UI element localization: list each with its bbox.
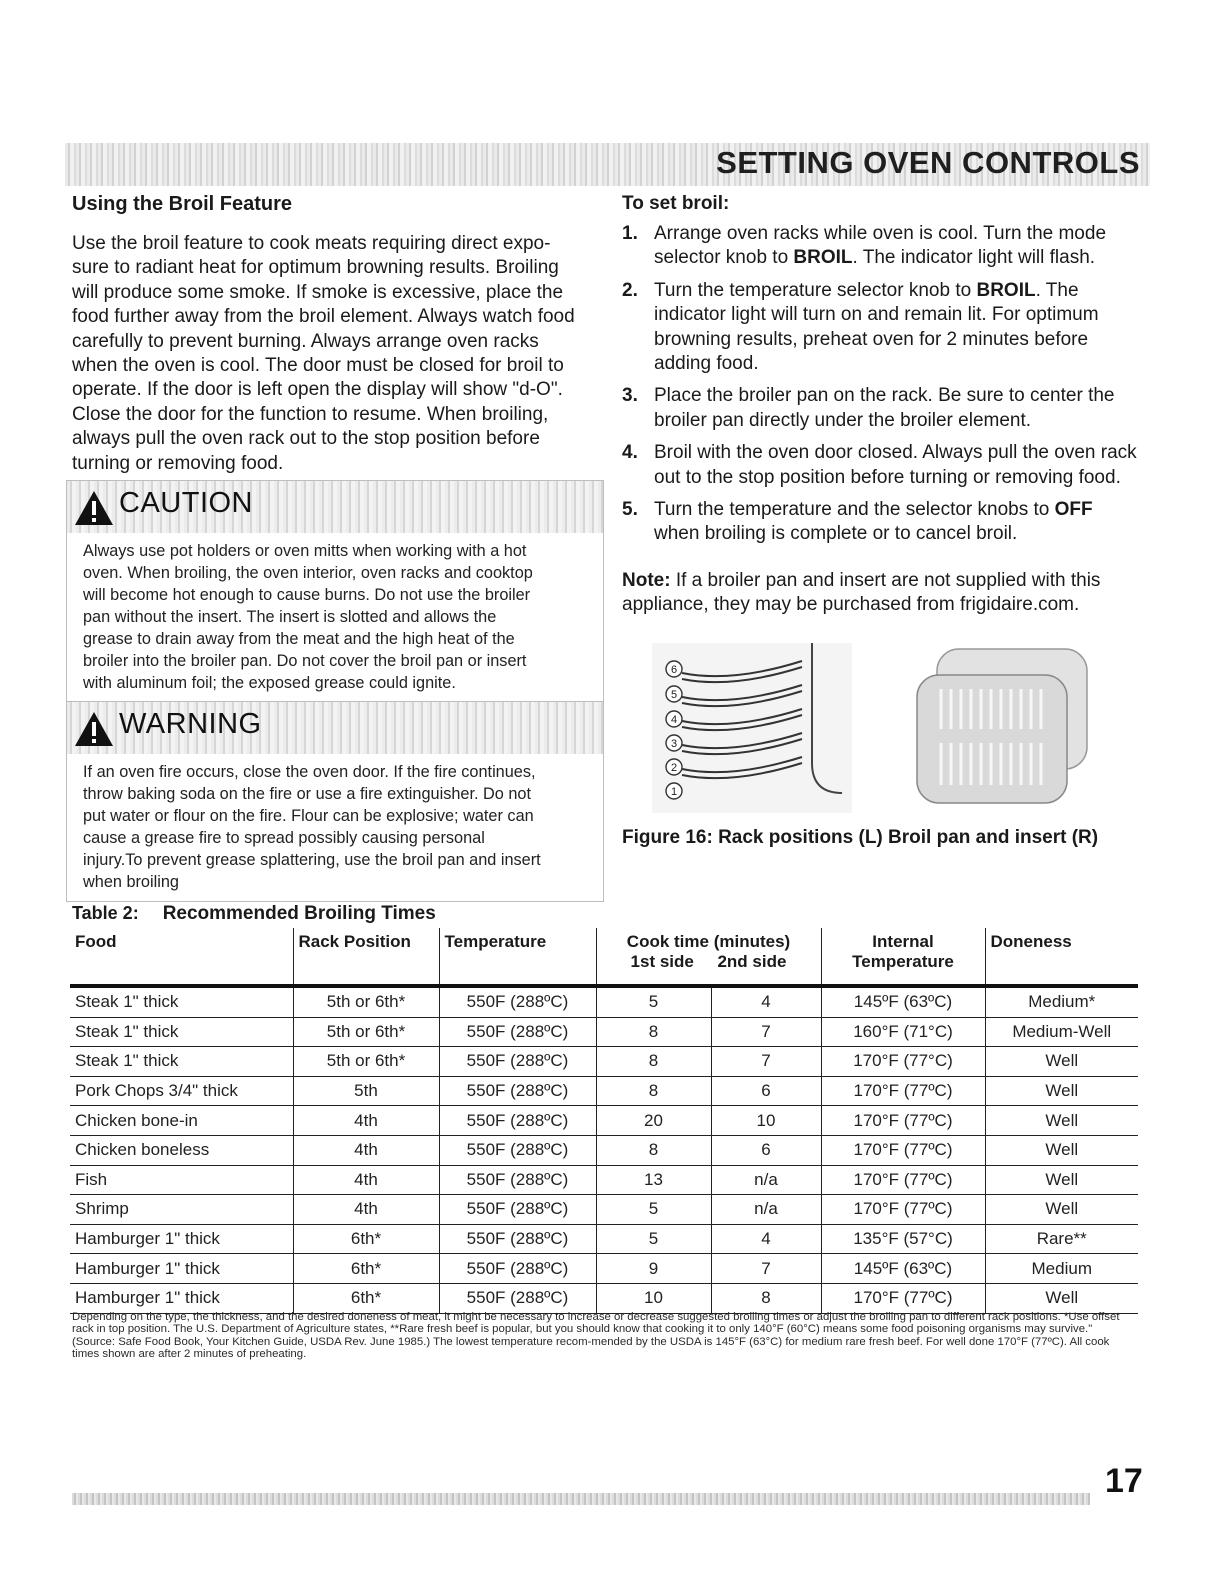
table-row: [70, 1047, 1138, 1077]
cell-internal: 170°F (77ºC): [821, 1165, 985, 1195]
internal-label-2: Temperature: [852, 952, 954, 971]
caution-line: with aluminum foil; the exposed grease could ignite.: [83, 674, 456, 692]
step-text: . The indicator light will flash.: [852, 247, 1096, 269]
cell-second-side: n/a: [711, 1195, 821, 1225]
cell-second-side: n/a: [711, 1165, 821, 1195]
paragraph-line: carefully to prevent burning. Always arrange oven racks: [72, 330, 539, 352]
step-text: Turn the temperature selector knob to: [654, 279, 977, 301]
cell-rack: 4th: [293, 1106, 439, 1136]
cell-temp: 550F (288ºC): [439, 1195, 596, 1225]
set-broil-steps: [622, 222, 1142, 555]
cell-first-side: 8: [596, 1017, 711, 1047]
warning-line: If an oven fire occurs, close the oven door. If the fire continues,: [83, 763, 536, 781]
paragraph-line: Use the broil feature to cook meats requiring direct expo-: [72, 233, 551, 254]
cook-time-sides: 1st side 2nd side: [630, 952, 787, 971]
caution-line: pan without the insert. The insert is slotted and allows the: [83, 608, 497, 626]
caution-line: will become hot enough to cause burns. Do not use the broiler: [83, 586, 531, 604]
table-row: [70, 1283, 1138, 1313]
rack-number: 5: [670, 689, 678, 701]
table-header-row: [70, 928, 1138, 986]
paragraph-line: sure to radiant heat for optimum browning results. Broiling: [72, 257, 559, 279]
col-header-doneness: Doneness: [985, 928, 1138, 986]
paragraph-line: when the oven is cool. The door must be closed for broil to: [72, 355, 564, 377]
table-row: [70, 1106, 1138, 1136]
cell-first-side: 8: [596, 1076, 711, 1106]
cell-second-side: 4: [711, 1224, 821, 1254]
cell-temp: 550F (288ºC): [439, 1254, 596, 1284]
cell-rack: 5th or 6th*: [293, 1017, 439, 1047]
internal-label: Internal: [872, 932, 934, 951]
table-row: [70, 1254, 1138, 1284]
cell-internal: 170°F (77ºC): [821, 1135, 985, 1165]
caution-line: grease to drain away from the meat and the high heat of the: [83, 630, 515, 648]
step-item: [622, 498, 1142, 547]
cell-first-side: 13: [596, 1165, 711, 1195]
table-row: [70, 1195, 1138, 1225]
cell-internal: 170°F (77ºC): [821, 1076, 985, 1106]
cell-doneness: Well: [985, 1076, 1138, 1106]
cell-doneness: Well: [985, 1106, 1138, 1136]
cell-food: Hamburger 1" thick: [70, 1224, 293, 1254]
rack-number: 6: [670, 664, 678, 676]
set-broil-heading: To set broil:: [622, 193, 730, 214]
cell-first-side: 20: [596, 1106, 711, 1136]
caution-line: broiler into the broiler pan. Do not cover the broil pan or insert: [83, 652, 527, 670]
warning-triangle-icon: [73, 489, 115, 527]
warning-text: [67, 754, 603, 901]
step-item: [622, 222, 1142, 271]
warning-line: when broiling: [83, 873, 179, 891]
cell-doneness: Medium-Well: [985, 1017, 1138, 1047]
cell-internal: 145ºF (63ºC): [821, 986, 985, 1017]
warning-line: cause a grease fire to spread possibly causing personal: [83, 829, 485, 847]
broil-pan-illustration: [915, 645, 1090, 805]
cell-rack: 6th*: [293, 1254, 439, 1284]
table-row: [70, 1224, 1138, 1254]
cell-doneness: Medium*: [985, 986, 1138, 1017]
step-number: 5.: [622, 499, 638, 521]
cell-temp: 550F (288ºC): [439, 1283, 596, 1313]
caution-title: CAUTION: [119, 487, 253, 519]
cell-doneness: Medium: [985, 1254, 1138, 1284]
caution-box: [66, 480, 604, 703]
step-item: [622, 279, 1142, 377]
cell-first-side: 5: [596, 986, 711, 1017]
cell-second-side: 6: [711, 1076, 821, 1106]
note-paragraph: [622, 569, 1142, 618]
cell-food: Steak 1" thick: [70, 1047, 293, 1077]
cell-rack: 5th: [293, 1076, 439, 1106]
table-row: [70, 1017, 1138, 1047]
step-text: Turn the temperature and the selector knobs to: [654, 499, 1055, 521]
cell-rack: 6th*: [293, 1224, 439, 1254]
paragraph-line: Close the door for the function to resume. When broiling,: [72, 403, 549, 425]
caution-header: [67, 481, 603, 533]
rack-number: 3: [670, 738, 678, 750]
cell-rack: 5th or 6th*: [293, 986, 439, 1017]
warning-title: WARNING: [119, 708, 262, 740]
section-title: SETTING OVEN CONTROLS: [716, 145, 1140, 180]
cell-doneness: Well: [985, 1135, 1138, 1165]
cell-food: Steak 1" thick: [70, 1017, 293, 1047]
cell-internal: 170°F (77°C): [821, 1047, 985, 1077]
cell-temp: 550F (288ºC): [439, 1224, 596, 1254]
paragraph-line: always pull the oven rack out to the stop position before: [72, 428, 540, 450]
warning-header: [67, 702, 603, 754]
paragraph-line: turning or removing food.: [72, 452, 284, 474]
cell-temp: 550F (288ºC): [439, 986, 596, 1017]
cell-temp: 550F (288ºC): [439, 1076, 596, 1106]
cell-second-side: 8: [711, 1283, 821, 1313]
cell-food: Hamburger 1" thick: [70, 1283, 293, 1313]
col-header-rack: Rack Position: [293, 928, 439, 986]
cell-second-side: 7: [711, 1254, 821, 1284]
cell-first-side: 5: [596, 1195, 711, 1225]
cell-internal: 170°F (77ºC): [821, 1195, 985, 1225]
footer-bar: [72, 1493, 1090, 1505]
cell-first-side: 8: [596, 1135, 711, 1165]
step-number: 4.: [622, 442, 638, 464]
rack-positions-illustration: [652, 643, 852, 813]
step-text: Place the broiler pan on the rack. Be sure to center the broiler pan directly under the broiler element.: [654, 385, 1115, 431]
cell-food: Shrimp: [70, 1195, 293, 1225]
warning-triangle-icon: [73, 710, 115, 748]
cell-temp: 550F (288ºC): [439, 1017, 596, 1047]
cell-second-side: 4: [711, 986, 821, 1017]
cell-internal: 135°F (57°C): [821, 1224, 985, 1254]
cell-doneness: Well: [985, 1165, 1138, 1195]
cell-rack: 4th: [293, 1135, 439, 1165]
cell-doneness: Well: [985, 1283, 1138, 1313]
paragraph-line: operate. If the door is left open the display will show "d-O".: [72, 379, 563, 401]
cell-doneness: Well: [985, 1047, 1138, 1077]
paragraph-line: food further away from the broil element. Always watch food: [72, 306, 575, 328]
cook-time-label: Cook time (minutes): [626, 932, 791, 951]
col-header-temperature: Temperature: [439, 928, 596, 986]
rack-number: 2: [670, 762, 678, 774]
cell-internal: 170°F (77ºC): [821, 1283, 985, 1313]
note-text: If a broiler pan and insert are not supplied with this appliance, they may be purchased from frigidaire.com.: [622, 570, 1101, 616]
section-banner: [65, 143, 1150, 186]
warning-line: put water or flour on the fire. Flour can be explosive; water can: [83, 807, 534, 825]
step-number: 3.: [622, 385, 638, 407]
warning-line: throw baking soda on the fire or use a fire extinguisher. Do not: [83, 785, 531, 803]
step-number: 2.: [622, 279, 638, 301]
step-emphasis: OFF: [1054, 499, 1093, 521]
step-item: [622, 441, 1142, 490]
cell-temp: 550F (288ºC): [439, 1135, 596, 1165]
cell-food: Pork Chops 3/4" thick: [70, 1076, 293, 1106]
cell-rack: 4th: [293, 1165, 439, 1195]
table-row: [70, 1076, 1138, 1106]
cell-temp: 550F (288ºC): [439, 1165, 596, 1195]
page-number: 17: [1105, 1462, 1143, 1500]
figure-caption: Figure 16: Rack positions (L) Broil pan and insert (R): [622, 827, 1099, 848]
cell-internal: 160°F (71°C): [821, 1017, 985, 1047]
table-title: [72, 903, 436, 925]
table-row: [70, 1135, 1138, 1165]
rack-number: 4: [670, 714, 678, 726]
step-item: [622, 384, 1142, 433]
cell-second-side: 10: [711, 1106, 821, 1136]
cell-doneness: Rare**: [985, 1224, 1138, 1254]
paragraph-line: will produce some smoke. If smoke is excessive, place the: [72, 281, 564, 303]
col-header-food: Food: [70, 928, 293, 986]
broil-heading: Using the Broil Feature: [72, 193, 293, 215]
broiling-times-table: [70, 928, 1138, 1314]
caution-line: Always use pot holders or oven mitts when working with a hot: [83, 542, 527, 560]
cell-doneness: Well: [985, 1195, 1138, 1225]
cell-food: Fish: [70, 1165, 293, 1195]
table-name: Recommended Broiling Times: [162, 903, 436, 924]
col-header-internal: [821, 928, 985, 986]
table-row: [70, 986, 1138, 1017]
cell-food: Chicken bone-in: [70, 1106, 293, 1136]
cell-second-side: 6: [711, 1135, 821, 1165]
step-text: Broil with the oven door closed. Always pull the oven rack out to the stop position before turning or removing food.: [654, 442, 1137, 488]
broil-paragraph: [72, 232, 602, 476]
table-label: Table 2:: [72, 903, 139, 923]
caution-text: [67, 533, 603, 702]
cell-temp: 550F (288ºC): [439, 1047, 596, 1077]
step-emphasis: BROIL: [976, 279, 1036, 301]
warning-box: [66, 701, 604, 902]
col-header-cook-time: [596, 928, 821, 986]
caution-line: oven. When broiling, the oven interior, oven racks and cooktop: [83, 564, 533, 582]
cell-rack: 5th or 6th*: [293, 1047, 439, 1077]
step-emphasis: BROIL: [793, 247, 853, 269]
table-row: [70, 1165, 1138, 1195]
cell-food: Chicken boneless: [70, 1135, 293, 1165]
cell-first-side: 9: [596, 1254, 711, 1284]
cell-internal: 170°F (77ºC): [821, 1106, 985, 1136]
cell-temp: 550F (288ºC): [439, 1106, 596, 1136]
step-text: Arrange oven racks while oven is cool. Turn the mode selector knob to: [654, 223, 1107, 269]
cell-food: Hamburger 1" thick: [70, 1254, 293, 1284]
note-label: Note:: [622, 570, 671, 591]
cell-rack: 6th*: [293, 1283, 439, 1313]
cell-rack: 4th: [293, 1195, 439, 1225]
table-footnote: Depending on the type, the thickness, and the desired doneness of meat, it might be necessary to increase or decrease suggested broiling times or adjust the broiling pan to different rack positions. *Use offset rack in top position. The U.S. Department of Agriculture states, **Rare fresh beef is popular, but you should know that cooking it to only 140°F (60°C) means some food poisoning organisms may survive." (Source: Safe Food Book, Your Kitchen Guide, USDA Rev. June 1985.) The lowest temperature recom-mended by the USDA is 145°F (63°C) for medium rare fresh beef. For well done 170°F (77ºC). All cook times shown are after 2 minutes of preheating.: [72, 1311, 1120, 1361]
cell-food: Steak 1" thick: [70, 986, 293, 1017]
cell-first-side: 10: [596, 1283, 711, 1313]
cell-second-side: 7: [711, 1047, 821, 1077]
step-text: when broiling is complete or to cancel broil.: [654, 523, 1018, 545]
step-number: 1.: [622, 223, 638, 244]
cell-first-side: 5: [596, 1224, 711, 1254]
warning-line: injury.To prevent grease splattering, use the broil pan and insert: [83, 851, 541, 869]
step-text: . The indicator light will turn on and remain lit. For optimum browning results, preheat oven for 2 minutes before adding food.: [654, 279, 1099, 375]
cell-first-side: 8: [596, 1047, 711, 1077]
cell-internal: 145ºF (63ºC): [821, 1254, 985, 1284]
rack-number: 1: [670, 786, 678, 798]
cell-second-side: 7: [711, 1017, 821, 1047]
